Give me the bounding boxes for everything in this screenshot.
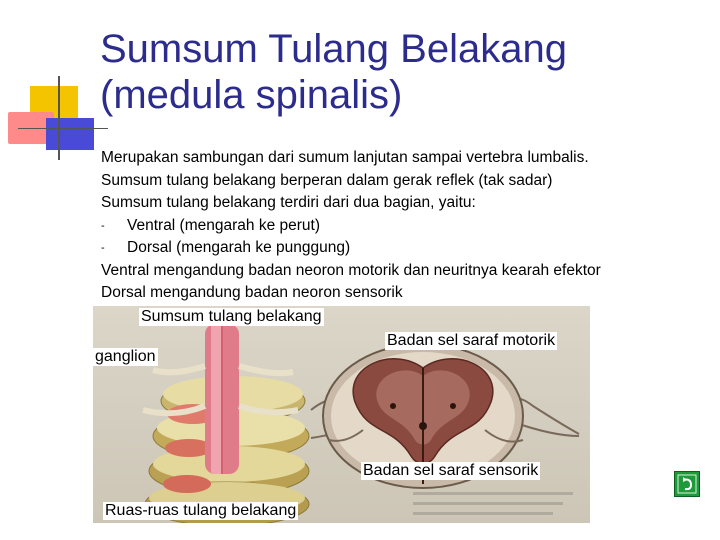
label-sensory-neuron-body: Badan sel saraf sensorik <box>363 462 539 479</box>
body-line-1: Merupakan sambungan dari sumum lanjutan sampai vertebra lumbalis. <box>101 149 589 166</box>
slide-body <box>101 147 711 305</box>
bullet-text: Dorsal (mengarah ke punggung) <box>127 239 351 256</box>
bullet-item <box>101 215 711 238</box>
decor-vertical-line <box>58 76 60 160</box>
body-line-5: Dorsal mengandung badan neoron sensorik <box>101 284 403 301</box>
return-button[interactable] <box>674 471 700 497</box>
body-line-4: Ventral mengandung badan neoron motorik dan neuritnya kearah efektor <box>101 261 601 279</box>
slide-title-line1: Sumsum Tulang Belakang <box>100 27 567 71</box>
background-text-lines <box>413 492 573 515</box>
decor-blue-square <box>46 118 94 150</box>
bullet-marker: - <box>101 219 105 232</box>
label-vertebrae: Ruas-ruas tulang belakang <box>105 502 297 519</box>
label-spinal-cord: Sumsum tulang belakang <box>141 308 322 325</box>
bullet-item <box>101 237 711 260</box>
body-line-2: Sumsum tulang belakang berperan dalam gerak reflek (tak sadar) <box>101 171 553 189</box>
slide-title <box>100 26 567 118</box>
bullet-marker: - <box>101 242 105 254</box>
decor-horizontal-line <box>18 128 108 129</box>
bullet-text: Ventral (mengarah ke perut) <box>127 216 320 234</box>
return-icon <box>677 474 697 494</box>
label-motor-neuron-body: Badan sel saraf motorik <box>387 332 556 349</box>
slide-title-line2: (medula spinalis) <box>100 73 403 117</box>
body-line-3: Sumsum tulang belakang terdiri dari dua bagian, yaitu: <box>101 194 476 211</box>
spinal-cord-illustration <box>93 306 590 523</box>
label-ganglion: ganglion <box>95 348 156 365</box>
